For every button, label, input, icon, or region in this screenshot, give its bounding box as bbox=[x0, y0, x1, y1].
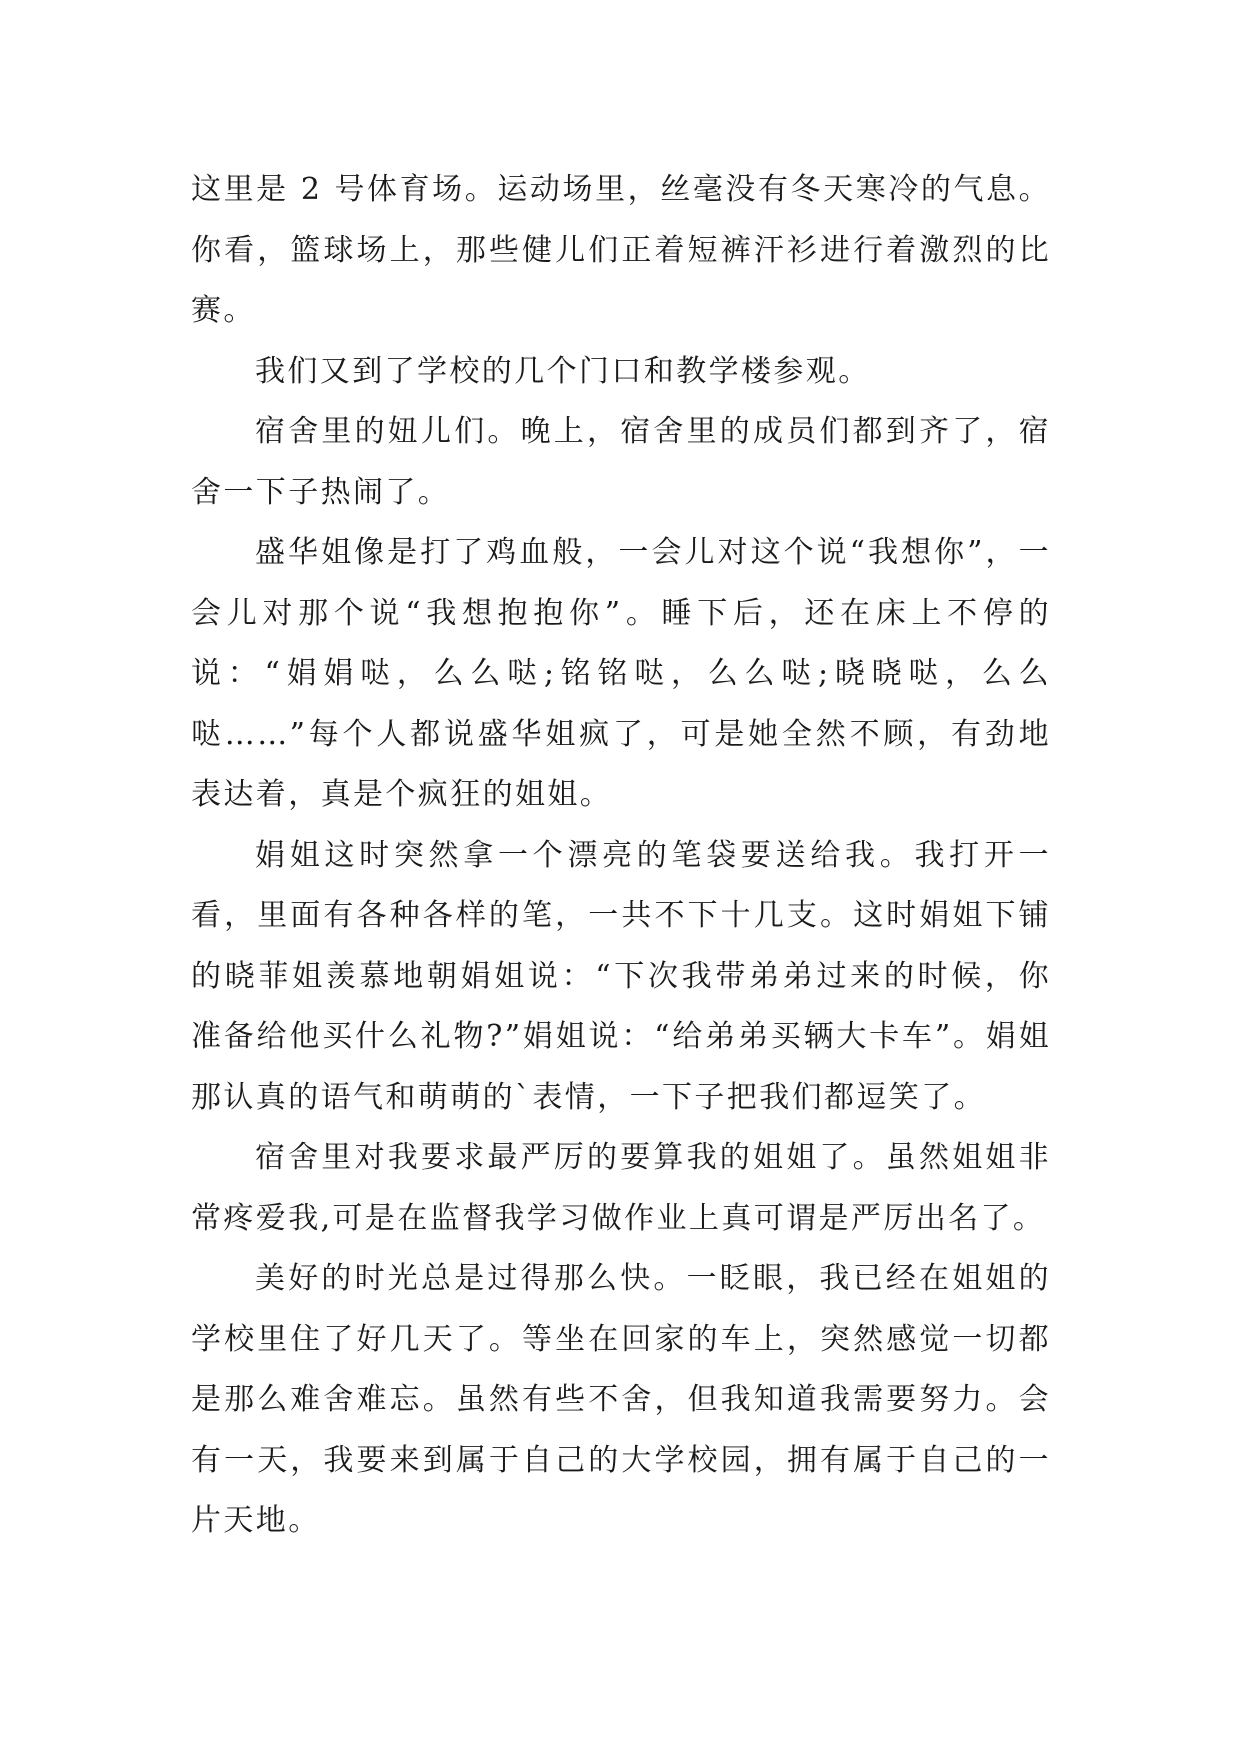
paragraph-5: 娟姐这时突然拿一个漂亮的笔袋要送给我。我打开一看，里面有各种各样的笔，一共不下十几支。这时娟姐下铺的晓菲姐羡慕地朝娟姐说：“下次我带弟弟过来的时候，你准备给他买什么礼物?”娟姐说：“给弟弟买辆大卡车”。娟姐那认真的语气和萌萌的`表情，一下子把我们都逗笑了。 bbox=[191, 837, 1051, 1115]
paragraph-3: 宿舍里的妞儿们。晚上，宿舍里的成员们都到齐了，宿舍一下子热闹了。 bbox=[191, 414, 1051, 510]
paragraph-1: 这里是 2 号体育场。运动场里，丝毫没有冬天寒冷的气息。你看，篮球场上，那些健儿们正着短裤汗衫进行着激烈的比赛。 bbox=[191, 172, 1051, 328]
paragraph-6: 宿舍里对我要求最严厉的要算我的姐姐了。虽然姐姐非常疼爱我,可是在监督我学习做作业上真可谓是严厉出名了。 bbox=[191, 1140, 1051, 1236]
document-body bbox=[191, 160, 1051, 1552]
paragraph-4: 盛华姐像是打了鸡血般，一会儿对这个说“我想你”，一会儿对那个说“我想抱抱你”。睡下后，还在床上不停的说：“娟娟哒，么么哒;铭铭哒，么么哒;晓晓哒，么么哒……”每个人都说盛华姐疯了，可是她全然不顾，有劲地表达着，真是个疯狂的姐姐。 bbox=[191, 535, 1051, 812]
paragraph-7: 美好的时光总是过得那么快。一眨眼，我已经在姐姐的学校里住了好几天了。等坐在回家的车上，突然感觉一切都是那么难舍难忘。虽然有些不舍，但我知道我需要努力。会有一天，我要来到属于自己的大学校园，拥有属于自己的一片天地。 bbox=[191, 1261, 1051, 1538]
paragraph-2: 我们又到了学校的几个门口和教学楼参观。 bbox=[255, 353, 871, 389]
